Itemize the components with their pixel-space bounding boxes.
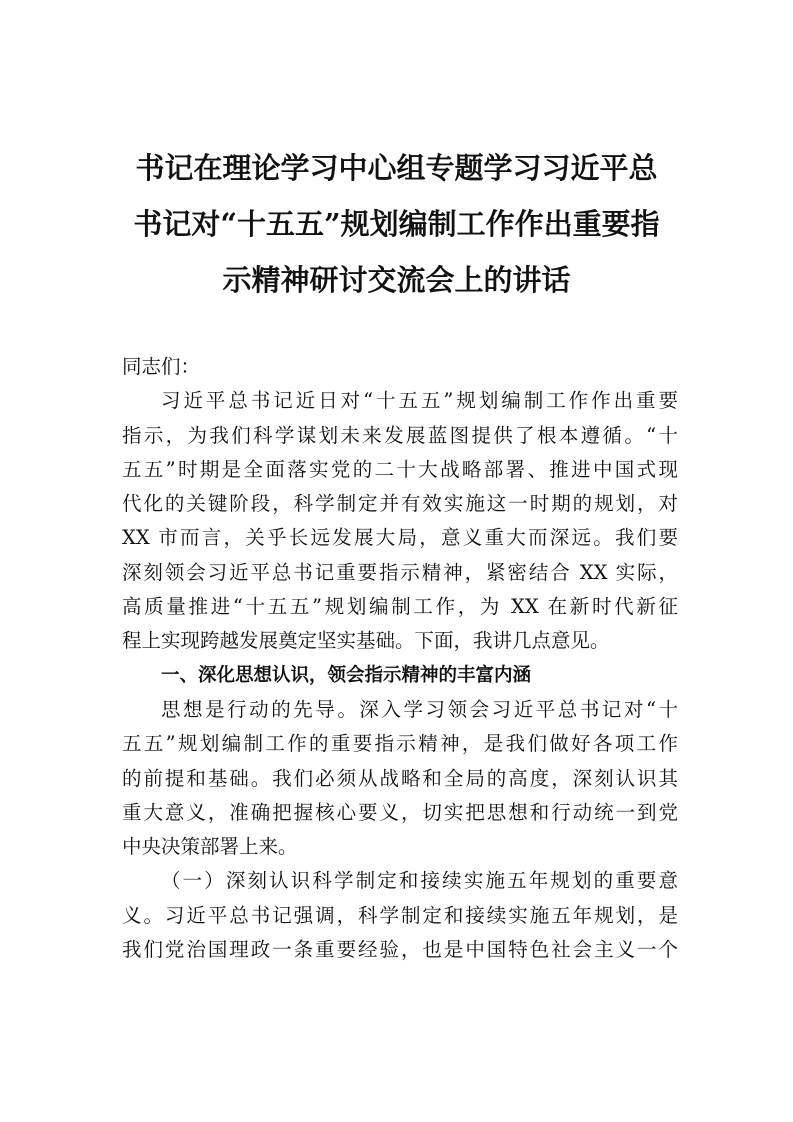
paragraph-section1 <box>122 693 678 864</box>
paragraph-line: 重大意义，准确把握核心要义，切实把思想和行动统一到党 <box>122 800 678 824</box>
section-heading: 一、深化思想认识，领会指示精神的丰富内涵 <box>161 664 532 686</box>
paragraph-line: 高质量推进“十五五”规划编制工作，为 XX 在新时代新征 <box>122 595 678 619</box>
title-line: 书记对“十五五”规划编制工作作出重要指 <box>133 207 660 241</box>
paragraph-line: XX 市而言，关乎长远发展大局，意义重大而深远。我们要 <box>122 526 678 550</box>
paragraph-line: 指示，为我们科学谋划未来发展蓝图提供了根本遵循。“十 <box>122 423 678 447</box>
title-line: 示精神研讨交流会上的讲话 <box>222 263 571 297</box>
paragraph-line: 深刻领会习近平总书记重要指示精神，紧密结合 XX 实际， <box>122 560 678 584</box>
paragraph-line: 五五”时期是全面落实党的二十大战略部署、推进中国式现 <box>122 457 678 481</box>
paragraph-line: 五五”规划编制工作的重要指示精神，是我们做好各项工作 <box>122 732 678 756</box>
paragraph-line: 思想是行动的先导。深入学习领会习近平总书记对“十 <box>161 697 678 721</box>
greeting: 同志们： <box>122 355 201 378</box>
paragraph-line: 义。习近平总书记强调，科学制定和接续实施五年规划，是 <box>122 903 678 927</box>
title-line: 书记在理论学习中心组专题学习习近平总 <box>135 151 658 185</box>
document-body <box>122 350 678 967</box>
paragraph-line: 的前提和基础。我们必须从战略和全局的高度，深刻认识其 <box>122 766 678 790</box>
paragraph-line: 习近平总书记近日对“十五五”规划编制工作作出重要 <box>161 389 678 413</box>
document-title <box>80 140 713 308</box>
paragraph-line: 中央决策部署上来。 <box>122 835 298 859</box>
paragraph-intro <box>122 384 678 658</box>
paragraph-line: （一）深刻认识科学制定和接续实施五年规划的重要意 <box>161 869 678 893</box>
paragraph-line: 我们党治国理政一条重要经验，也是中国特色社会主义一个 <box>122 938 678 962</box>
paragraph-line: 代化的关键阶段，科学制定并有效实施这一时期的规划，对 <box>122 492 678 516</box>
paragraph-subsection1 <box>122 864 678 967</box>
paragraph-line: 程上实现跨越发展奠定坚实基础。下面，我讲几点意见。 <box>122 629 610 653</box>
